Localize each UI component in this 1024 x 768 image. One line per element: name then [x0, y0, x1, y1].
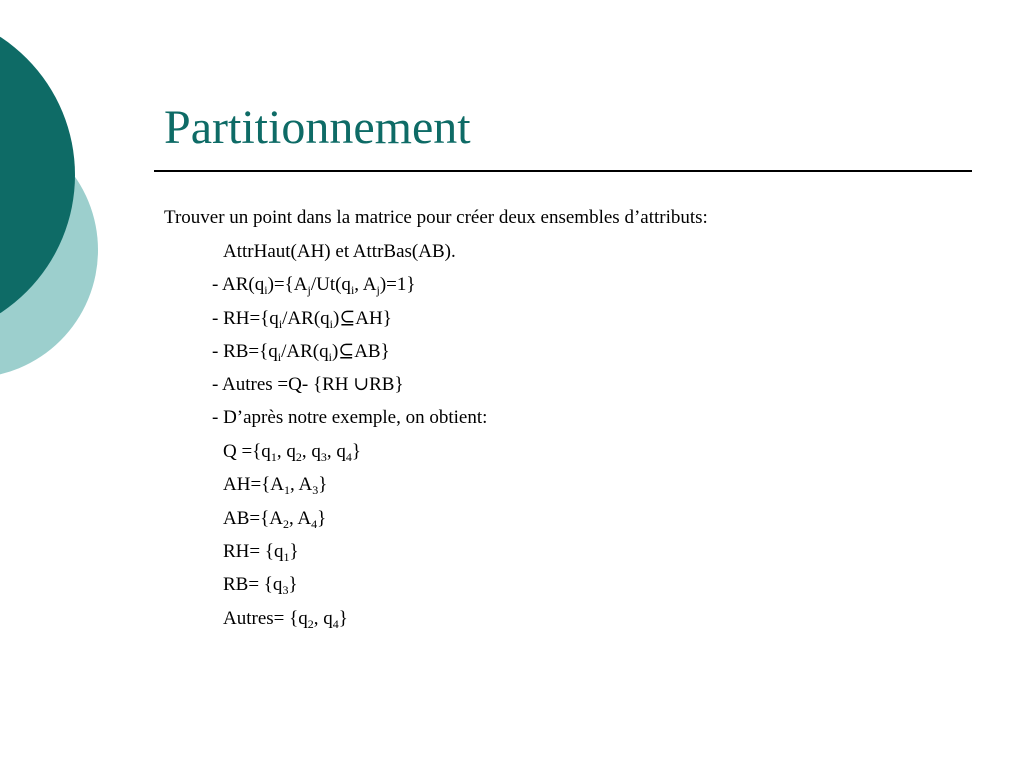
intro-text: Trouver un point dans la matrice pour créer deux ensembles d’attributs: — [164, 207, 708, 228]
title-divider — [154, 170, 972, 172]
decorative-circles — [0, 0, 110, 420]
example-q: $Q =\{q_1$, $q_2$, $q_3$, $q_4$} — [223, 441, 361, 464]
definition-rb: - $RB=\{q_i/AR(q_i)⊆AB\}$ — [212, 341, 390, 364]
example-autres: Autres= {$q_2$, $q_4$} — [223, 608, 348, 631]
example-ab: $AB=\{A_2$, $A_4$} — [223, 508, 327, 531]
slide-title: Partitionnement — [164, 101, 471, 154]
definition-autres: - Autres =Q- {RH ∪RB} — [212, 374, 404, 395]
example-intro: - D’après notre exemple, on obtient: — [212, 407, 488, 428]
definition-rh: - $RH=\{q_i/AR(q_i)⊆AH\}$ — [212, 308, 392, 331]
example-ah: $AH=\{A_1$, $A_3$} — [223, 474, 328, 497]
example-rh: $RH= \{q_1\}$ — [223, 541, 299, 564]
example-rb: $RB= \{q_3\}$ — [223, 574, 298, 597]
definition-ar: - $AR(q_i)=\{A_j/Ut(q_i$, $A_j)=1$} — [212, 274, 416, 297]
sets-definition: AttrHaut(AH) et AttrBas(AB). — [223, 241, 456, 262]
